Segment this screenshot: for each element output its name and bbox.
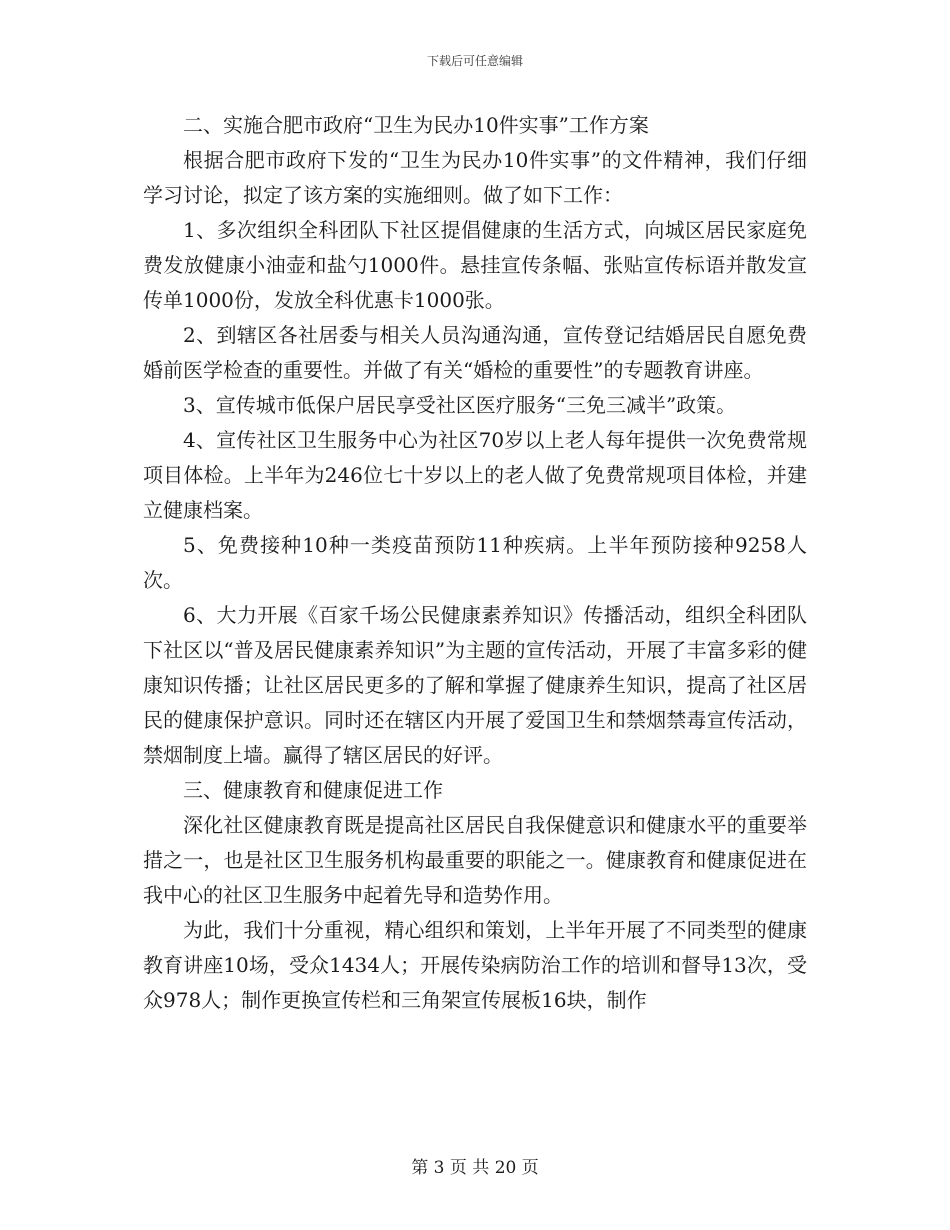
document-body [143, 108, 807, 1018]
body-paragraph: 为此，我们十分重视，精心组织和策划，上半年开展了不同类型的健康教育讲座10场，受众1434人；开展传染病防治工作的培训和督导13次，受众978人；制作更换宣传栏和三角架宣传展板16块，制作 [143, 918, 807, 1012]
body-paragraph: 1、多次组织全科团队下社区提倡健康的生活方式，向城区居民家庭免费发放健康小油壶和盐勺1000件。悬挂宣传条幅、张贴宣传标语并散发宣传单1000份，发放全科优惠卡1000张。 [143, 218, 807, 312]
body-paragraph: 3、宣传城市低保户居民享受社区医疗服务“三免三减半”政策。 [183, 393, 737, 417]
body-paragraph: 2、到辖区各社居委与相关人员沟通沟通，宣传登记结婚居民自愿免费婚前医学检查的重要性。并做了有关“婚检的重要性”的专题教育讲座。 [143, 323, 807, 382]
section-heading: 二、实施合肥市政府“卫生为民办10件实事”工作方案 [183, 113, 649, 137]
body-paragraph: 4、宣传社区卫生服务中心为社区70岁以上老人每年提供一次免费常规项目体检。上半年为246位七十岁以上的老人做了免费常规项目体检，并建立健康档案。 [143, 428, 807, 522]
page-number: 第 3 页 共 20 页 [411, 1158, 539, 1178]
body-paragraph: 根据合肥市政府下发的“卫生为民办10件实事”的文件精神，我们仔细学习讨论，拟定了该方案的实施细则。做了如下工作： [143, 148, 807, 207]
page-header-note: 下载后可任意编辑 [426, 54, 523, 68]
body-paragraph: 深化社区健康教育既是提高社区居民自我保健意识和健康水平的重要举措之一，也是社区卫生服务机构最重要的职能之一。健康教育和健康促进在我中心的社区卫生服务中起着先导和造势作用。 [143, 813, 807, 907]
body-paragraph: 6、大力开展《百家千场公民健康素养知识》传播活动，组织全科团队下社区以“普及居民健康素养知识”为主题的宣传活动，开展了丰富多彩的健康知识传播；让社区居民更多的了解和掌握了健康养生知识，提高了社区居民的健康保护意识。同时还在辖区内开展了爱国卫生和禁烟禁毒宣传活动，禁烟制度上墙。赢得了辖区居民的好评。 [143, 603, 807, 767]
body-paragraph: 5、免费接种10种一类疫苗预防11种疾病。上半年预防接种9258人次。 [143, 533, 807, 592]
section-heading: 三、健康教育和健康促进工作 [183, 778, 443, 802]
